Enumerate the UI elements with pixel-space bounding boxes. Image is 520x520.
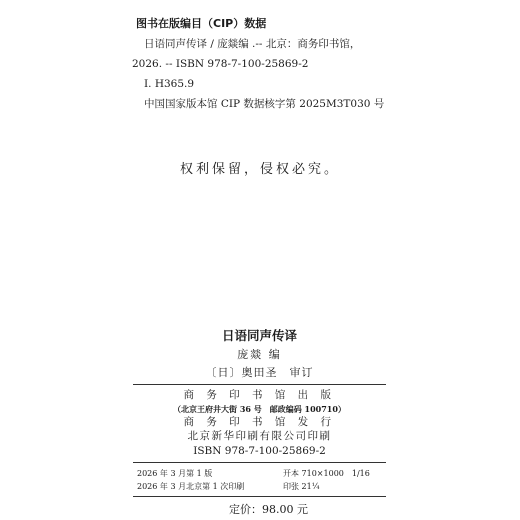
format-text: 开本 710×1000 1/16 [283,469,370,478]
cip-isbn-line: 2026. -- ISBN 978-7-100-25869-2 [132,58,309,70]
printing-text: 2026 年 3 月北京第 1 次印刷 [137,482,245,491]
edition-rule [133,496,386,497]
edition-row-1 [133,467,386,480]
isbn-line: ISBN 978-7-100-25869-2 [193,444,326,457]
edition-text: 2026 年 3 月第 1 版 [137,469,213,478]
book-title: 日语同声传译 [221,328,297,343]
sheets-text: 印张 21¼ [283,482,320,491]
reviewer-line: 〔日〕奥田圣 审订 [205,366,314,379]
publisher-address: （北京王府井大街 36 号 邮政编码 100710） [173,403,346,414]
edition-info [133,463,386,497]
cip-title-line: 日语同声传译 / 庞燚编 .-- 北京：商务印书馆， [144,38,361,50]
publication-info-box [133,384,386,463]
cip-block [132,14,512,114]
distributor-line: 商 务 印 书 馆 发 行 [183,415,336,428]
rights-notice: 权利保留，侵权必究。 [179,162,340,177]
cip-heading: 图书在版编目（CIP）数据 [136,17,267,30]
author-line: 庞燚 编 [237,348,282,361]
edition-row-2 [133,480,386,493]
cip-classification: Ⅰ. H365.9 [144,78,195,90]
cip-record-number: 中国国家版本馆 CIP 数据核字第 2025M3T030 号 [144,98,385,110]
price-line: 定价：98.00 元 [229,503,308,516]
colophon [133,326,386,517]
publisher-line: 商 务 印 书 馆 出 版 [183,389,336,401]
printer-line: 北京新华印刷有限公司印刷 [187,430,332,442]
